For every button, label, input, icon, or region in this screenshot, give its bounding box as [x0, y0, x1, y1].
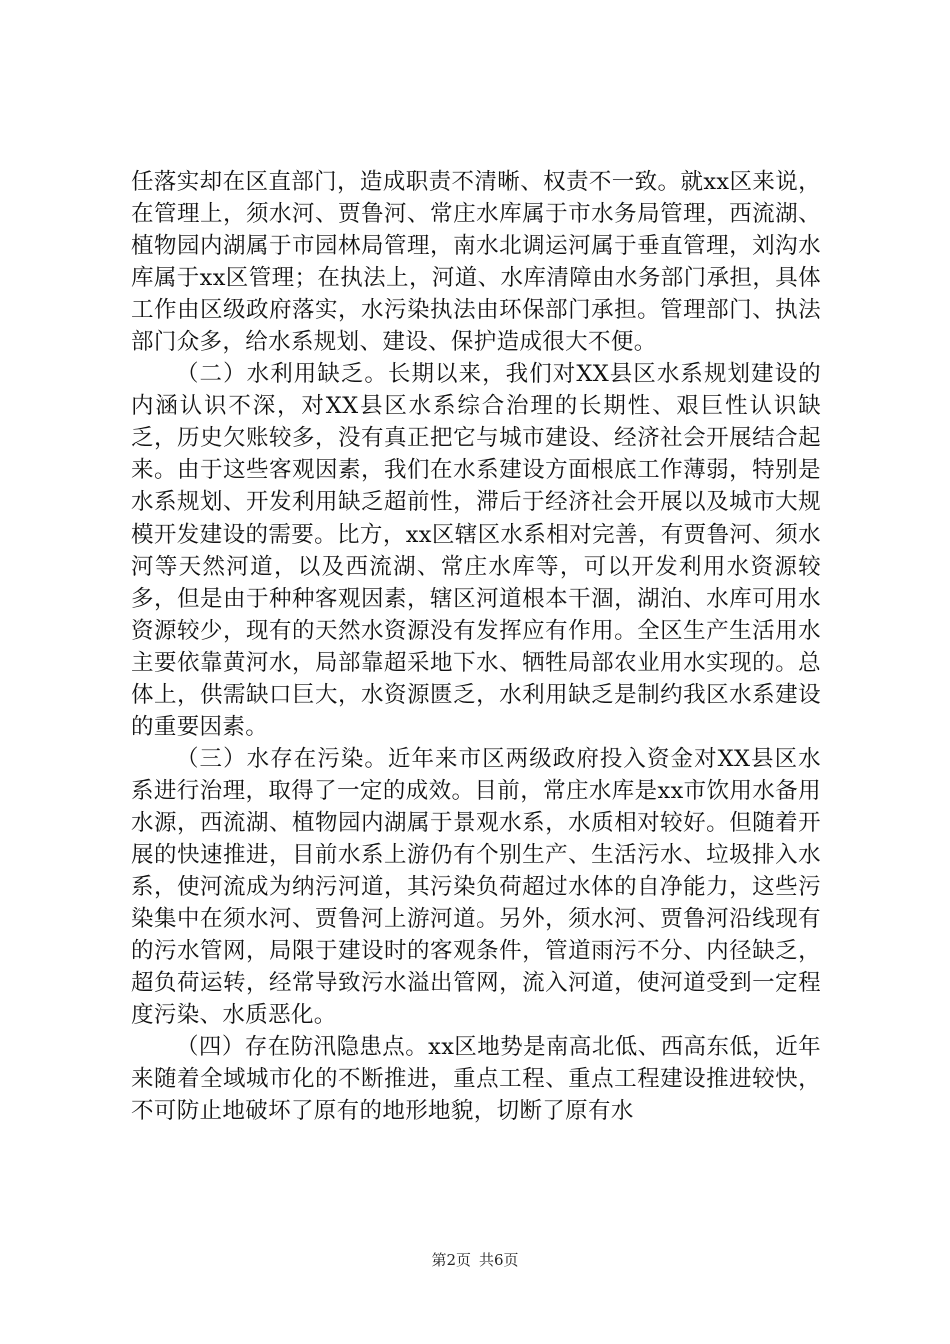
document-body [131, 166, 821, 1127]
paragraph-section-3: （三）水存在污染。近年来市区两级政府投入资金对XX县区水系进行治理，取得了一定的成效。目前，常庄水库是xx市饮用水备用水源，西流湖、植物园内湖属于景观水系，水质相对较好。但随着开展的快速推进，目前水系上游仍有个别生产、生活污水、垃圾排入水系，使河流成为纳污河道，其污染负荷超过水体的自净能力，这些污染集中在须水河、贾鲁河上游河道。另外，须水河、贾鲁河沿线现有的污水管网，局限于建设时的客观条件，管道雨污不分、内径缺乏，超负荷运转，经常导致污水溢出管网，流入河道，使河道受到一定程度污染、水质恶化。 [131, 745, 821, 1029]
paragraph-section-2: （二）水利用缺乏。长期以来，我们对XX县区水系规划建设的内涵认识不深，对XX县区水系综合治理的长期性、艰巨性认识缺乏，历史欠账较多，没有真正把它与城市建设、经济社会开展结合起来。由于这些客观因素，我们在水系建设方面根底工作薄弱，特别是水系规划、开发利用缺乏超前性，滞后于经济社会开展以及城市大规模开发建设的需要。比方，xx区辖区水系相对完善，有贾鲁河、须水河等天然河道，以及西流湖、常庄水库等，可以开发利用水资源较多，但是由于种种客观因素，辖区河道根本干涸，湖泊、水库可用水资源较少，现有的天然水资源没有发挥应有作用。全区生产生活用水主要依靠黄河水，局部靠超采地下水、牺牲局部农业用水实现的。总体上，供需缺口巨大，水资源匮乏，水利用缺乏是制约我区水系建设的重要因素。 [131, 361, 821, 740]
page-footer [0, 1250, 950, 1270]
page-total: 共6页 [479, 1251, 519, 1269]
paragraph-section-4: （四）存在防汛隐患点。xx区地势是南高北低、西高东低，近年来随着全域城市化的不断推进，重点工程、重点工程建设推进较快，不可防止地破坏了原有的地形地貌，切断了原有水 [131, 1034, 821, 1125]
paragraph-continued: 任落实却在区直部门，造成职责不清晰、权责不一致。就xx区来说，在管理上，须水河、贾鲁河、常庄水库属于市水务局管理，西流湖、植物园内湖属于市园林局管理，南水北调运河属于垂直管理，刘沟水库属于xx区管理；在执法上，河道、水库清障由水务部门承担，具体工作由区级政府落实，水污染执法由环保部门承担。管理部门、执法部门众多，给水系规划、建设、保护造成很大不便。 [131, 169, 821, 356]
page-number: 第2页 [431, 1251, 471, 1269]
